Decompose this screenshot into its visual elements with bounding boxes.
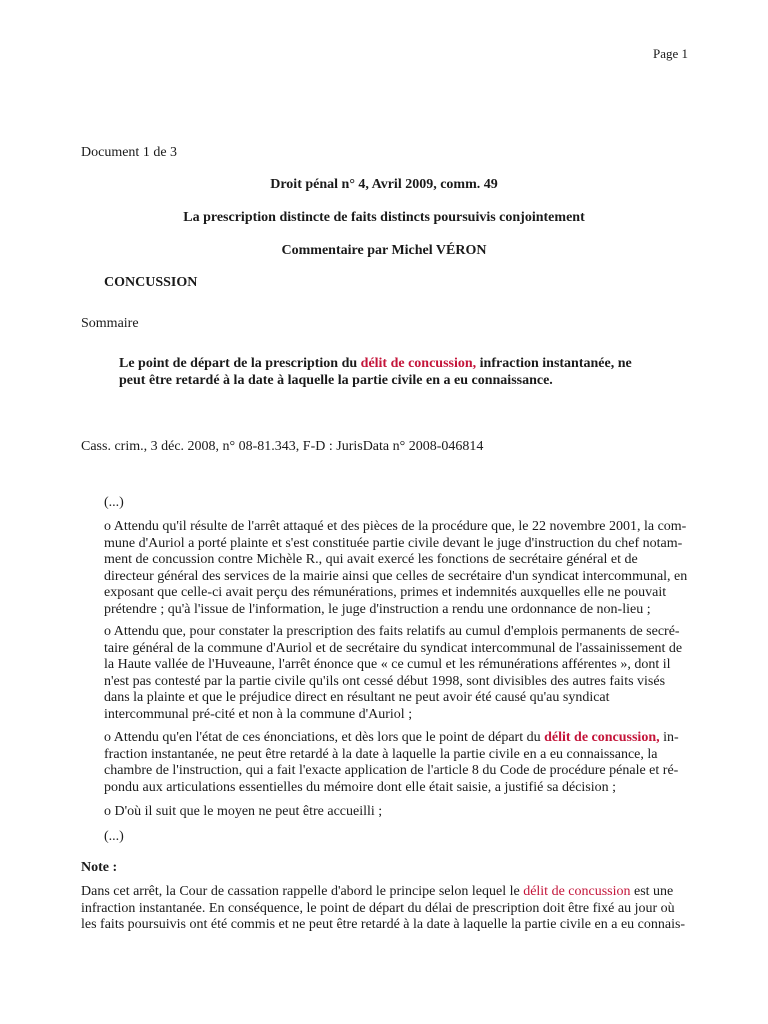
para3-text-before: o Attendu qu'en l'état de ces énonciations, et dès lors que le point de départ du — [104, 730, 545, 745]
section-heading: CONCUSSION — [104, 275, 198, 290]
note-paragraph — [81, 884, 688, 934]
para3-text-after: in-fraction instantanée, ne peut être retardé à la date à laquelle la partie civile en a eu connaissance, la chambre de l'instruction, qui a fait l'exacte application de l'article 8 du Code de procédure pénale et ré-pondu aux articulations essentielles du mémoire dont elle était saisie, a justifié sa décision ; — [104, 730, 679, 795]
page-number: Page 1 — [653, 46, 689, 61]
summary-text-after: infraction instantanée, ne peut être retardé à la date à laquelle la partie civile en a eu connaissance. — [119, 356, 632, 388]
ellipsis-end: (...) — [104, 829, 124, 844]
note-keyword-link[interactable]: délit de concussion — [523, 884, 631, 899]
ellipsis-start: (...) — [104, 495, 124, 510]
note-heading: Note : — [81, 860, 118, 875]
note-text-after: est une infraction instantanée. En conséquence, le point de départ du délai de prescription doit être fixé au jour où les faits poursuivis ont été commis et ne peut être retardé à la date à laquelle la partie civile en a eu connais- — [81, 884, 686, 932]
para3-keyword-link[interactable]: délit de concussion, — [544, 730, 660, 745]
decision-paragraph-2: o Attendu que, pour constater la prescription des faits relatifs au cumul d'emplois permanents de secré-taire général de la commune d'Auriol et de secrétaire du syndicat intercommunal de l'assainissement de la Haute vallée de l'Huveaune, l'arrêt énonce que « ce cumul et les rémunérations afférentes », dont il n'est pas contesté par la partie civile qu'ils ont cessé début 1998, sont divisibles des autres faits visés dans la plainte et que le préjudice direct en résultant ne peut avoir été causé qu'au syndicat intercommunal pré-cité et non à la commune d'Auriol ; — [104, 624, 683, 722]
document-index: Document 1 de 3 — [81, 145, 178, 160]
decision-paragraph-1: o Attendu qu'il résulte de l'arrêt attaqué et des pièces de la procédure que, le 22 novembre 2001, la com-mune d'Auriol a porté plainte et s'est constituée partie civile devant le juge d'instruction du chef notam-ment de concussion contre Michèle R., qui avait exercé les fonctions de secrétaire général et de directeur général des services de la mairie ainsi que celles de secrétaire d'un syndicat intercommunal, en exposant que celle-ci avait perçu des rémunérations, primes et indemnités auxquelles elle ne pouvait prétendre ; qu'à l'issue de l'information, le juge d'instruction a rendu une ordonnance de non-lieu ; — [104, 519, 688, 617]
decision-paragraph-4: o D'où il suit que le moyen ne peut être accueilli ; — [104, 804, 383, 819]
summary-paragraph — [119, 355, 659, 389]
case-citation: Cass. crim., 3 déc. 2008, n° 08-81.343, F-D : JurisData n° 2008-046814 — [81, 439, 484, 454]
decision-paragraph-3 — [104, 730, 688, 796]
journal-title: Droit pénal n° 4, Avril 2009, comm. 49 — [270, 177, 498, 192]
sommaire-label: Sommaire — [81, 316, 139, 331]
author-line: Commentaire par Michel VÉRON — [281, 243, 487, 258]
subject-title: La prescription distincte de faits distincts poursuivis conjointement — [183, 210, 585, 225]
summary-text-before: Le point de départ de la prescription du — [119, 356, 361, 371]
summary-keyword-link[interactable]: délit de concussion, — [360, 356, 477, 371]
note-text-before: Dans cet arrêt, la Cour de cassation rappelle d'abord le principe selon lequel le — [81, 884, 524, 899]
